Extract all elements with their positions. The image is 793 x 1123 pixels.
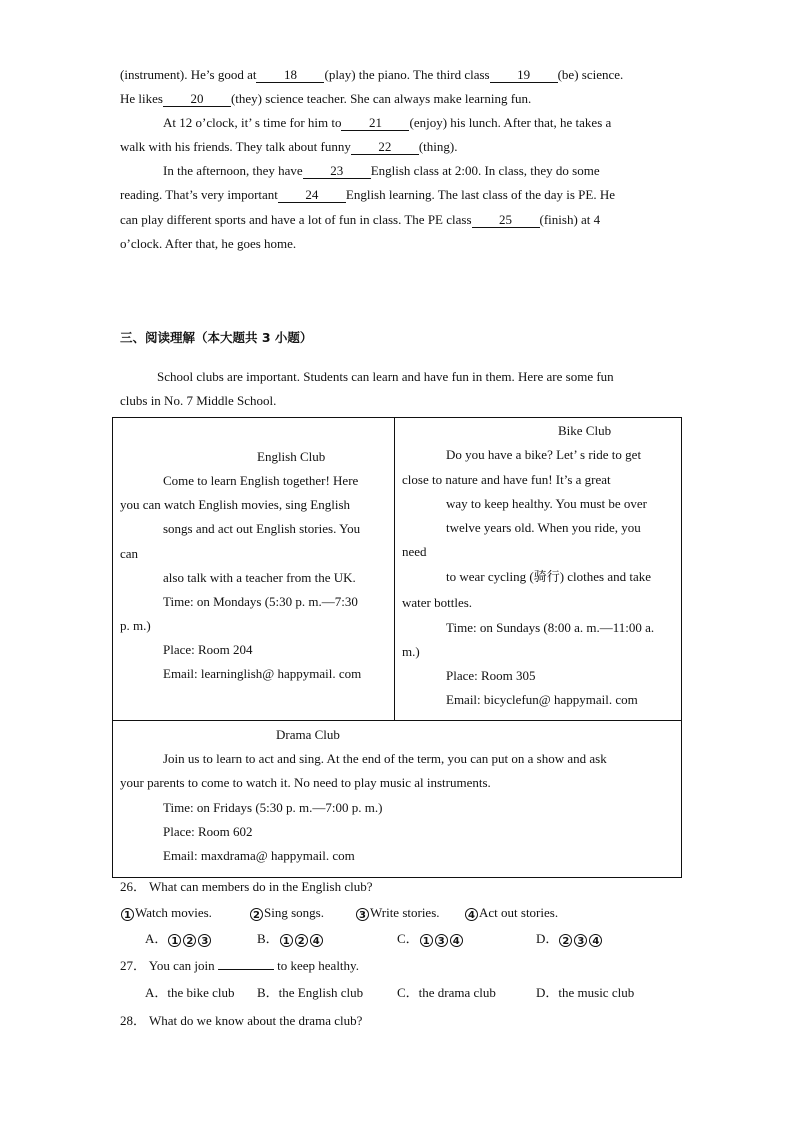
circled-number: 3	[435, 934, 448, 947]
q27-option-d[interactable]: D．the music club	[536, 985, 635, 1000]
circled-number: 2	[295, 934, 308, 947]
bike-club-line: twelve years old. When you ride, you	[446, 520, 641, 535]
table-divider-horizontal	[112, 720, 682, 721]
q26-item-2: 2 Sing songs.	[249, 905, 324, 921]
circled-number: 4	[589, 934, 602, 947]
circled-number: 1	[280, 934, 293, 947]
bike-club-time: Time: on Sundays (8:00 a. m.—11:00 a.	[446, 620, 655, 635]
q27-blank[interactable]	[218, 969, 274, 970]
english-club-line: also talk with a teacher from the UK.	[163, 570, 356, 585]
q27-option-a[interactable]: A．the bike club	[145, 985, 235, 1000]
bike-club-email: Email: bicyclefun@ happymail. com	[446, 692, 638, 707]
drama-club-line: your parents to come to watch it. No need to play music al instruments.	[120, 775, 491, 790]
circled-number: 4	[465, 908, 478, 921]
cloze-line-1: (instrument). He’s good at 18 (play) the piano. The third class 19 (be) science.	[120, 67, 624, 82]
q28-stem: 28． What do we know about the drama club?	[120, 1013, 363, 1028]
english-club-line: you can watch English movies, sing English	[120, 497, 351, 512]
q26-stem: 26． What can members do in the English club?	[120, 879, 373, 894]
cloze-line-8: o’clock. After that, he goes home.	[120, 236, 297, 251]
english-club-line: songs and act out English stories. You	[163, 521, 361, 536]
bike-club-place: Place: Room 305	[446, 668, 536, 683]
circled-number: 1	[168, 934, 181, 947]
blank-19[interactable]: 19	[490, 68, 558, 83]
blank-21[interactable]: 21	[341, 116, 409, 131]
english-club-email: Email: learninglish@ happymail. com	[163, 666, 362, 681]
english-club-place: Place: Room 204	[163, 642, 253, 657]
bike-club-line: need	[402, 544, 427, 559]
q27-stem: 27． You can join to keep healthy.	[120, 958, 359, 973]
intro-line-1: School clubs are important. Students can learn and have fun in them. Here are some fun	[157, 369, 614, 384]
blank-23[interactable]: 23	[303, 164, 371, 179]
circled-number: 3	[356, 908, 369, 921]
q26-option-d[interactable]: D． 2 3 4	[536, 931, 603, 947]
drama-club-title: Drama Club	[276, 727, 340, 742]
cloze-line-3: At 12 o’clock, it’ s time for him to 21 (enjoy) his lunch. After that, he takes a	[163, 115, 612, 130]
bike-club-title: Bike Club	[558, 423, 612, 438]
bike-club-line: water bottles.	[402, 595, 473, 610]
drama-club-email: Email: maxdrama@ happymail. com	[163, 848, 355, 863]
blank-22[interactable]: 22	[351, 140, 419, 155]
bike-club-line: Do you have a bike? Let’ s ride to get	[446, 447, 642, 462]
circled-number: 4	[450, 934, 463, 947]
q26-option-b[interactable]: B． 1 2 4	[257, 931, 324, 947]
blank-20[interactable]: 20	[163, 92, 231, 107]
circled-number: 3	[574, 934, 587, 947]
q27-option-c[interactable]: C．the drama club	[397, 985, 496, 1000]
q26-item-4: 4 Act out stories.	[464, 905, 558, 921]
bike-club-line: close to nature and have fun! It’s a great	[402, 472, 611, 487]
cloze-line-5: In the afternoon, they have 23 English class at 2:00. In class, they do some	[163, 163, 600, 178]
q26-option-a[interactable]: A． 1 2 3	[145, 931, 212, 947]
table-divider-vertical	[394, 417, 395, 721]
q26-item-1: 1 Watch movies.	[120, 905, 212, 921]
circled-number: 2	[183, 934, 196, 947]
english-club-time-cont: p. m.)	[120, 618, 151, 633]
blank-18[interactable]: 18	[256, 68, 324, 83]
english-club-line: Come to learn English together! Here	[163, 473, 359, 488]
english-club-line: can	[120, 546, 139, 561]
q26-option-c[interactable]: C． 1 3 4	[397, 931, 464, 947]
section-title: 三、阅读理解（本大题共 3 小题）	[120, 330, 313, 345]
circled-number: 2	[250, 908, 263, 921]
drama-club-line: Join us to learn to act and sing. At the end of the term, you can put on a show and ask	[163, 751, 607, 766]
circled-number: 3	[198, 934, 211, 947]
circled-number: 1	[121, 908, 134, 921]
drama-club-place: Place: Room 602	[163, 824, 253, 839]
cloze-line-4: walk with his friends. They talk about funny 22 (thing).	[120, 139, 458, 154]
cloze-line-6: reading. That’s very important 24 English learning. The last class of the day is PE. He	[120, 187, 615, 202]
bike-club-line: way to keep healthy. You must be over	[446, 496, 647, 511]
circled-number: 1	[420, 934, 433, 947]
english-club-time: Time: on Mondays (5:30 p. m.—7:30	[163, 594, 358, 609]
blank-25[interactable]: 25	[472, 213, 540, 228]
intro-line-2: clubs in No. 7 Middle School.	[120, 393, 277, 408]
q27-option-b[interactable]: B．the English club	[257, 985, 364, 1000]
circled-number: 2	[559, 934, 572, 947]
cloze-line-7: can play different sports and have a lot of fun in class. The PE class 25 (finish) at 4	[120, 212, 601, 227]
q26-item-3: 3 Write stories.	[355, 905, 440, 921]
circled-number: 4	[310, 934, 323, 947]
drama-club-time: Time: on Fridays (5:30 p. m.—7:00 p. m.)	[163, 800, 383, 815]
cloze-line-2: He likes 20 (they) science teacher. She can always make learning fun.	[120, 91, 532, 106]
bike-club-line: to wear cycling (骑行) clothes and take	[446, 569, 652, 584]
blank-24[interactable]: 24	[278, 188, 346, 203]
bike-club-time-cont: m.)	[402, 644, 420, 659]
english-club-title: English Club	[257, 449, 326, 464]
